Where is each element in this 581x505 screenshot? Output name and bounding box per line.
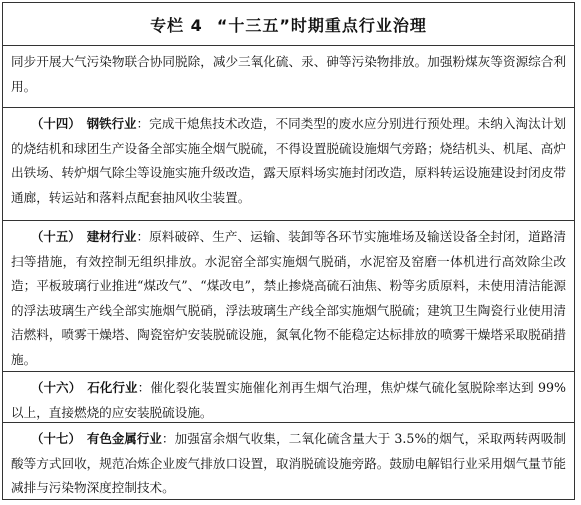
intro-text: 同步开展大气污染物联合协同脱除，减少三氧化硫、汞、砷等污染物排放。加强粉煤灰等资源综合利用。: [11, 54, 566, 94]
section-number: （十四）: [31, 116, 81, 131]
section-building-materials: [3, 221, 574, 372]
section-text: ：催化裂化装置实施催化剂再生烟气治理，焦炉煤气硫化氢脱除率达到 99%以上，直接燃烧的应安装脱硫设施。: [11, 380, 567, 420]
section-label: 有色金属行业: [86, 431, 162, 446]
section-petrochemical: [3, 372, 574, 423]
section-text: ：原料破碎、生产、运输、装卸等各环节实施堆场及输送设备全封闭，道路清扫等措施，有效控制无组织排放。水泥窑全部实施烟气脱硝，水泥窑及窑磨一体机进行高效除尘改造；平板玻璃行业推进“煤改气”、“煤改电”，禁止掺烧高硫石油焦、粉等劣质原料，未使用清洁能源的浮法玻璃生产线全部实施烟气脱硝，浮法玻璃生产线全部实施烟气脱硫；建筑卫生陶瓷行业使用清洁燃料，喷雾干燥塔、陶瓷窑炉安装脱硫设施，氮氧化物不能稳定达标排放的喷雾干燥塔采取脱硝措施。: [11, 229, 567, 367]
section-label: 钢铁行业: [86, 116, 137, 131]
column-number: 专栏 4: [150, 15, 203, 35]
section-steel: [3, 108, 574, 221]
intro-paragraph: [3, 46, 574, 108]
section-nonferrous-metals: [3, 423, 574, 501]
section-label: 石化行业: [87, 380, 138, 395]
section-number: （十七）: [31, 431, 81, 446]
section-number: （十六）: [31, 380, 82, 395]
section-text: ：完成干熄焦技术改造，不同类型的废水应分别进行预处理。未纳入淘汰计划的烧结机和球团生产设备全部实施全烟气脱硫，不得设置脱硫设施烟气旁路；烧结机头、机尾、高炉出铁场、转炉烟气除尘等设施实施升级改造，露天原料场实施封闭改造，原料转运设施建设封闭皮带通廊，转运站和落料点配套抽风收尘装置。: [11, 116, 567, 205]
section-text: ：加强富余烟气收集，二氧化硫含量大于 3.5%的烟气，采取两转两吸制酸等方式回收，规范冶炼企业废气排放口设置，取消脱硫设施旁路。鼓励电解铝行业采用烟气量节能减排与污染物深度控制技术。: [11, 431, 567, 495]
column-title: [3, 3, 574, 46]
column-box: [2, 2, 575, 500]
section-number: （十五）: [31, 229, 81, 244]
section-label: 建材行业: [86, 229, 137, 244]
column-heading: “十三五”时期重点行业治理: [216, 15, 427, 35]
